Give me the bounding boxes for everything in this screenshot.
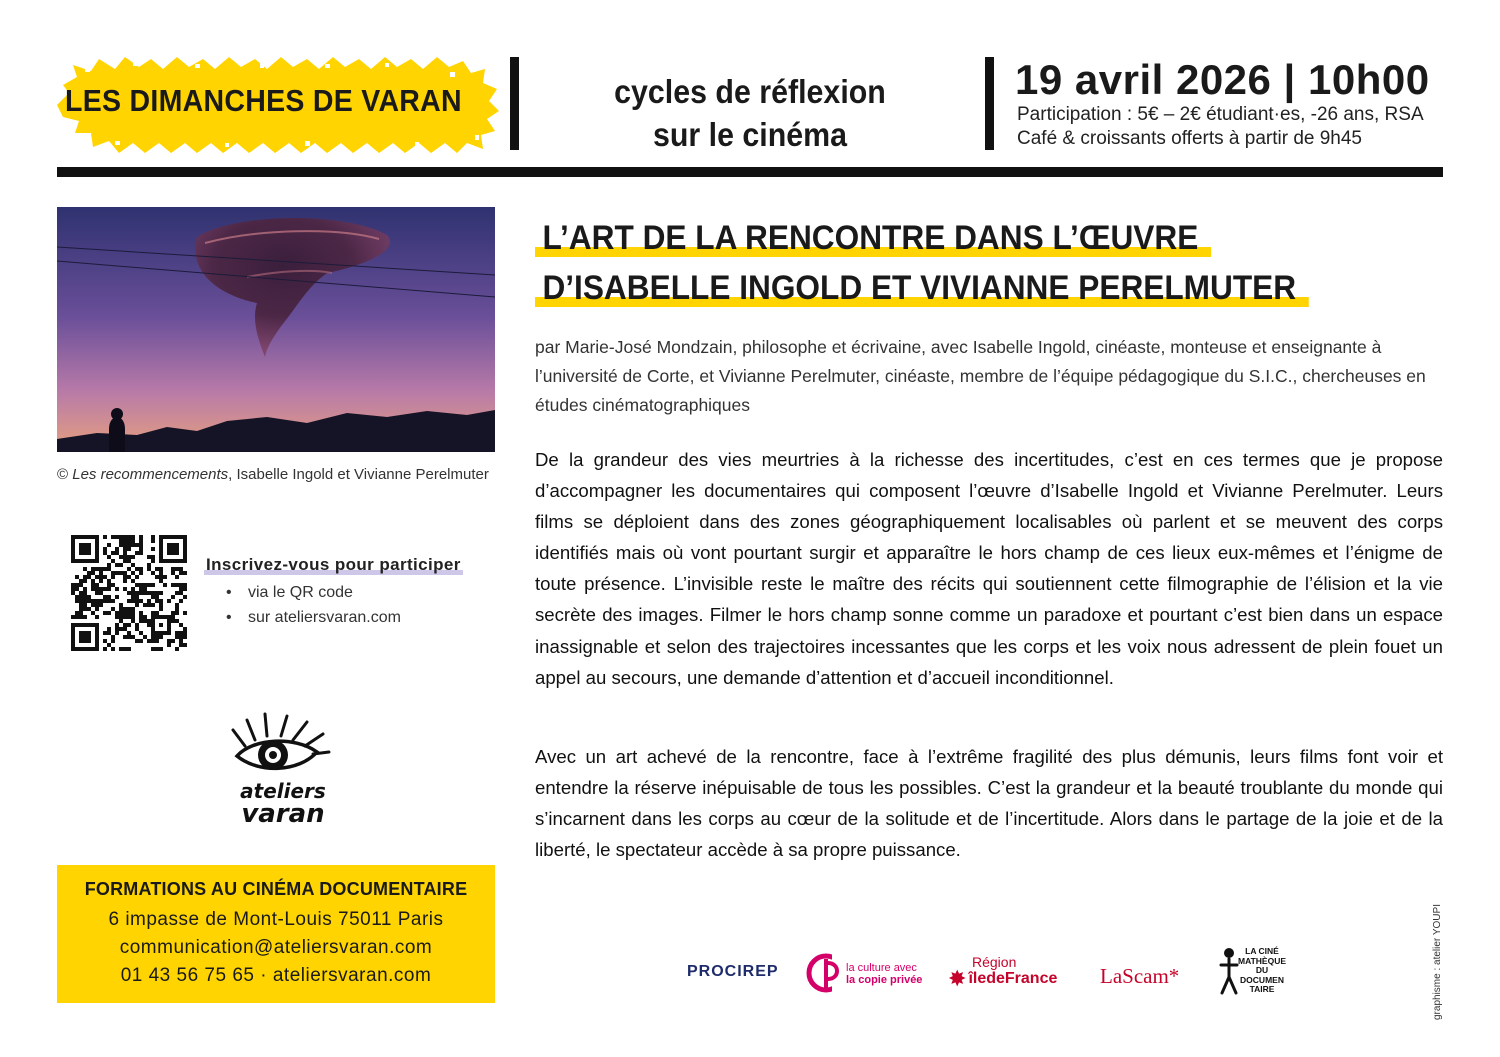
header-divider-right	[985, 57, 994, 150]
qr-code-icon[interactable]	[71, 535, 187, 651]
cinematheque-logo	[1238, 947, 1286, 995]
headline-line-1: L’ART DE LA RENCONTRE DANS L’ŒUVRE	[535, 216, 1211, 260]
copie-privee-icon	[806, 951, 846, 995]
eye-icon	[225, 708, 335, 788]
breakfast-info: Café & croissants offerts à partir de 9h45	[1017, 128, 1362, 149]
procirep-logo: PROCIREP	[687, 963, 779, 980]
region-star-icon: ✸	[948, 966, 967, 991]
paragraph-2-text: Avec un art achevé de la rencontre, face à l’extrême fragilité des plus démunis, leurs films font voir et entendre la réserve inépuisable de tous les possibles. C’est la grandeur et la beauté troublante du monde qui s’incarnent dans les corps au cœur de la solitude et de l’incertitude. Alors dans le partage de la joie et de la liberté, le spectateur accède à sa propre puissance.	[535, 746, 1443, 861]
region-idf-logo	[948, 955, 1057, 989]
cycles-line-2: sur le cinéma	[652, 116, 848, 153]
headline-line-2: D’ISABELLE INGOLD ET VIVIANNE PERELMUTER	[535, 266, 1309, 310]
copie-privee-line-1: la culture avec	[846, 962, 917, 974]
contact-phone-web[interactable]: 01 43 56 75 65 · ateliersvaran.com	[120, 965, 432, 986]
ateliers-varan-logo	[225, 708, 335, 838]
photo-caption	[57, 466, 489, 483]
cycles-line-1: cycles de réflexion	[614, 73, 886, 110]
brand-title: LES DIMANCHES DE VARAN	[65, 83, 462, 118]
cycles-title	[575, 70, 925, 156]
copie-privee-logo	[846, 962, 922, 986]
region-line-1: Région	[972, 954, 1017, 970]
registration-qr-code[interactable]	[71, 535, 187, 656]
article-paragraph-2	[535, 741, 1443, 865]
registration-title: Inscrivez-vous pour participer	[206, 555, 461, 574]
cinematheque-line-4: DOCUMEN	[1240, 974, 1284, 985]
registration-option-qr: • via le QR code	[226, 580, 401, 605]
cinematheque-line-1: LA CINÉ	[1245, 946, 1279, 956]
design-credit: graphisme : atelier YOUPI	[1432, 904, 1443, 1020]
copie-privee-line-2: la copie privée	[846, 974, 923, 986]
brand-banner	[55, 55, 500, 155]
caption-authors: , Isabelle Ingold et Vivianne Perelmuter	[228, 466, 489, 483]
logo-text-varan: varan	[241, 799, 325, 829]
caption-film-title: Les recommencements	[72, 466, 229, 483]
article-paragraph-1	[535, 444, 1443, 693]
contact-address: 6 impasse de Mont-Louis 75011 Paris	[108, 909, 444, 930]
contact-email[interactable]: communication@ateliersvaran.com	[119, 937, 433, 958]
registration-option-web[interactable]: • sur ateliersvaran.com	[226, 605, 401, 630]
cinematheque-line-5: TAIRE	[1249, 984, 1275, 994]
article-byline: par Marie-José Mondzain, philosophe et écrivaine, avec Isabelle Ingold, cinéaste, monteuse et enseignante à l’université de Corte, et Vivianne Perelmuter, cinéaste, membre de l’équipe pédagogique du S.I.C., chercheuses en études cinématographiques	[535, 337, 1426, 415]
paragraph-1-text: De la grandeur des vies meurtries à la richesse des incertitudes, c’est en ces termes que je propose d’accompagner les documentaires qui composent l’œuvre d’Isabelle Ingold et Vivianne Perelmuter. Leurs films se déploient dans des zones géographiquement localisables où parlent et se meuvent des corps identifiés mais où vont pourtant surgir et apparaître le hors champ de ces lieux eux-mêmes et l’énigme de toute présence. L’invisible reste le maître des récits qui soutiennent cette filmographie de l’élision et la vie secrète des images. Filmer le hors champ sonne comme un paradoxe et pourtant c’est bien dans un espace inassignable et selon des trajectoires incessantes que les corps et les voix nous adressent de plein fouet un appel au secours, une demande d’attention et d’accueil inconditionnel.	[535, 449, 1443, 688]
contact-title: FORMATIONS AU CINÉMA DOCUMENTAIRE	[84, 879, 468, 899]
cinematheque-line-3: DU	[1255, 965, 1269, 975]
contact-box	[57, 865, 495, 1003]
article-headline	[535, 216, 1445, 310]
event-date: 19 avril 2026 | 10h00	[1015, 56, 1430, 103]
cinematheque-figure-icon	[1218, 947, 1240, 997]
logo-text-ateliers: ateliers	[240, 779, 326, 803]
copyright-symbol: ©	[57, 466, 69, 483]
registration-options	[226, 580, 401, 630]
header-divider-left	[510, 57, 519, 150]
region-line-2: îledeFrance	[968, 970, 1058, 987]
participation-price: Participation : 5€ – 2€ étudiant·es, -26 ans, RSA	[1017, 104, 1424, 125]
header-rule	[57, 167, 1443, 177]
cinematheque-line-2: MATHÈQUE	[1238, 955, 1287, 966]
lascam-logo: LaScam*	[1100, 964, 1180, 988]
cloud-landscape-image	[57, 207, 495, 452]
film-still-photo	[57, 207, 495, 452]
